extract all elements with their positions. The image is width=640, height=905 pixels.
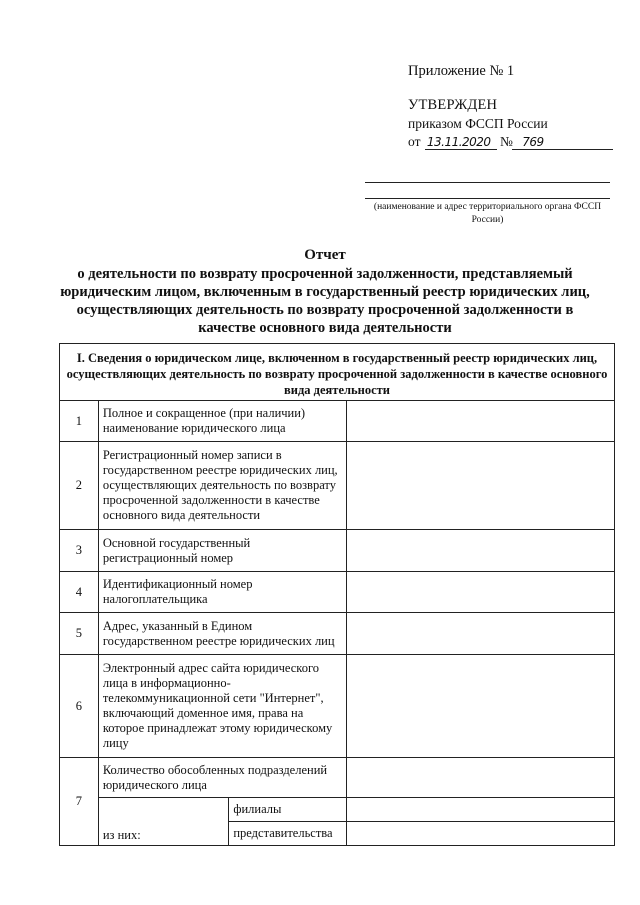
representations-value [347, 822, 615, 846]
row-value [347, 758, 615, 798]
org-caption: (наименование и адрес территориального органа ФССП России) [373, 202, 602, 225]
row-number: 5 [60, 613, 99, 655]
table-row [60, 798, 615, 822]
table-row [60, 758, 615, 798]
row-value [347, 530, 615, 572]
org-name-line [365, 182, 610, 183]
number-underline [512, 149, 613, 150]
branches-label: филиалы [229, 798, 347, 822]
table-row [60, 572, 615, 613]
annex-label: Приложение № 1 [408, 63, 515, 79]
row-value [347, 442, 615, 530]
report-title [60, 246, 590, 337]
row-number: 7 [60, 758, 99, 846]
title-line-1: Отчет [304, 247, 346, 263]
row-description: Адрес, указанный в Едином государственном реестре юридических лиц [98, 613, 346, 655]
of-them-label: из них: [98, 798, 229, 846]
section-header: I. Сведения о юридическом лице, включенном в государственный реестр юридических лиц, осуществляющих деятельность по возврату просроченной задолженности в качестве основного вида деятельности [60, 344, 615, 401]
row-number: 4 [60, 572, 99, 613]
row-value [347, 655, 615, 758]
row-description: Идентификационный номер налогоплательщика [98, 572, 346, 613]
row-description: Основной государственный регистрационный номер [98, 530, 346, 572]
row-description: Полное и сокращенное (при наличии) наименование юридического лица [98, 401, 346, 442]
table-row [60, 530, 615, 572]
number-prefix: № [499, 134, 513, 149]
row-description: Регистрационный номер записи в государственном реестре юридических лиц, осуществляющих деятельность по возврату просроченной задолженности в качестве основного вида деятельности [98, 442, 346, 530]
order-label: приказом ФССП России [408, 116, 548, 131]
representations-label: представительства [229, 822, 347, 846]
date-prefix: от [408, 134, 421, 149]
order-date: 13.11.2020 [426, 135, 491, 149]
row-description: Электронный адрес сайта юридического лица в информационно-телекоммуникационной сети "Интернет", включающий доменное имя, права на которое принадлежат этому юридическому лицу [98, 655, 346, 758]
order-date-line [408, 134, 613, 150]
approved-label: УТВЕРЖДЕН [408, 97, 498, 113]
row-number: 1 [60, 401, 99, 442]
title-line-2: о деятельности по возврату просроченной задолженности, представляемый юридическим лицом, включенным в государственный реестр юридических лиц, осуществляющих деятельность по возврату просроченной задолженности в качестве основного вида деятельности [60, 266, 590, 336]
branches-value [347, 798, 615, 822]
report-table [59, 343, 615, 846]
table-row [60, 442, 615, 530]
row-number: 3 [60, 530, 99, 572]
table-row [60, 401, 615, 442]
row-number: 2 [60, 442, 99, 530]
org-address-line [365, 198, 610, 199]
date-underline [425, 149, 497, 150]
row-value [347, 613, 615, 655]
table-row [60, 613, 615, 655]
row-number: 6 [60, 655, 99, 758]
table-row [60, 655, 615, 758]
row-value [347, 401, 615, 442]
row-value [347, 572, 615, 613]
order-number: 769 [522, 135, 544, 149]
row-description: Количество обособленных подразделений юридического лица [98, 758, 346, 798]
